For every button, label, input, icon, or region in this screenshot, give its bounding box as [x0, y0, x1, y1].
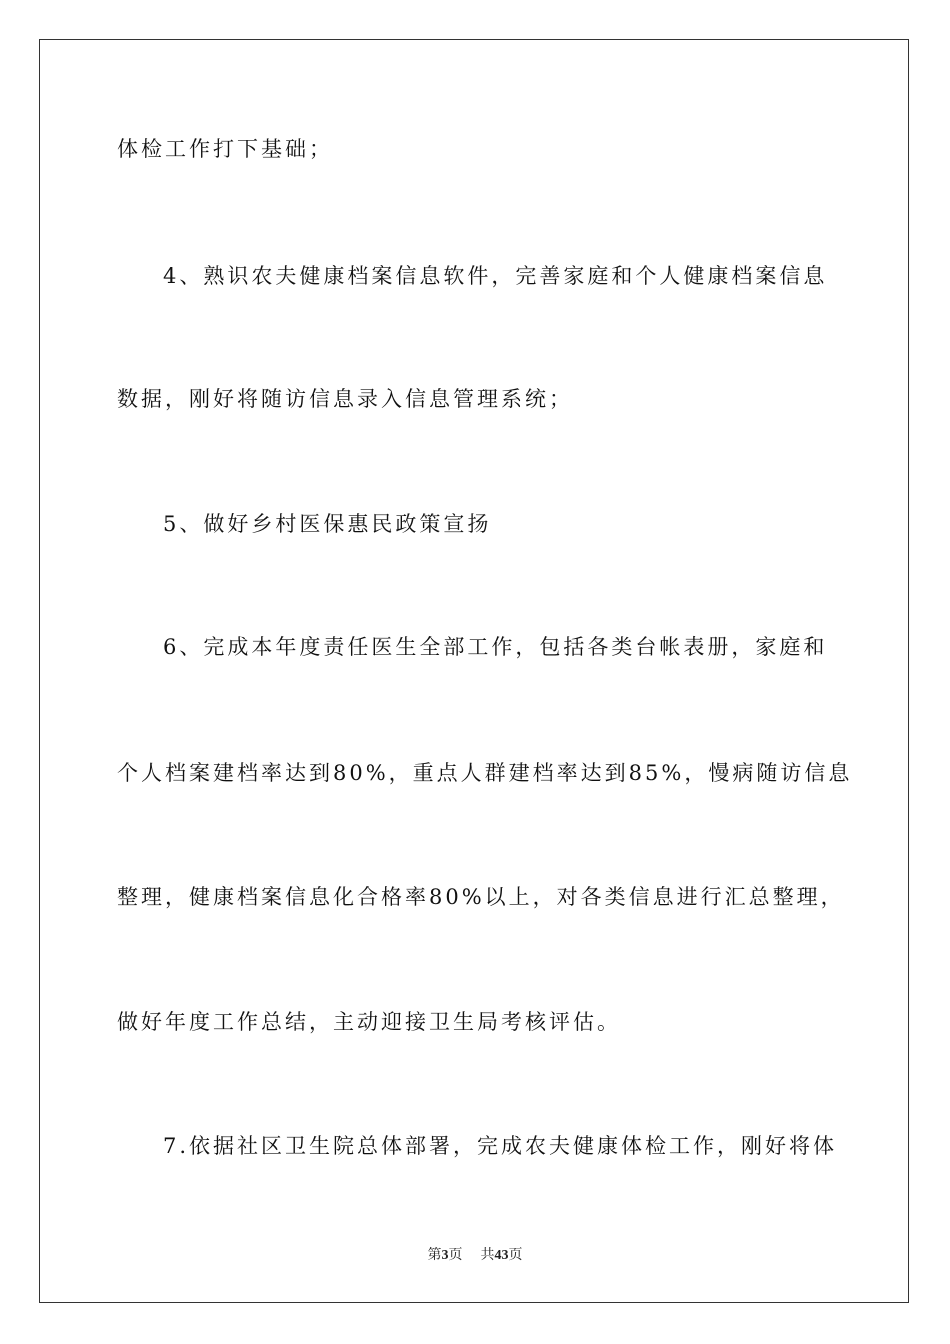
text-line-9: 7.依据社区卫生院总体部署，完成农夫健康体检工作，刚好将体	[163, 1134, 838, 1158]
total-suffix: 页	[508, 1248, 523, 1263]
page-suffix: 页	[448, 1248, 463, 1263]
text-line-3: 数据，刚好将随访信息录入信息管理系统；	[117, 387, 573, 411]
text-line-8: 做好年度工作总结，主动迎接卫生局考核评估。	[117, 1010, 621, 1034]
text-line-1: 体检工作打下基础；	[117, 137, 333, 161]
total-prefix: 共	[480, 1248, 495, 1263]
page-prefix: 第	[427, 1248, 442, 1263]
total-pages: 43	[494, 1248, 509, 1263]
text-line-4: 5、做好乡村医保惠民政策宣扬	[163, 512, 492, 536]
page-border	[39, 39, 909, 1303]
text-line-2: 4、熟识农夫健康档案信息软件，完善家庭和个人健康档案信息	[163, 264, 828, 288]
text-line-6: 个人档案建档率达到80%，重点人群建档率达到85%，慢病随访信息	[117, 761, 853, 785]
page-footer	[0, 1246, 950, 1266]
page-number: 3	[441, 1248, 449, 1263]
text-line-5: 6、完成本年度责任医生全部工作，包括各类台帐表册，家庭和	[163, 635, 828, 659]
text-line-7: 整理，健康档案信息化合格率80%以上，对各类信息进行汇总整理，	[117, 885, 845, 909]
